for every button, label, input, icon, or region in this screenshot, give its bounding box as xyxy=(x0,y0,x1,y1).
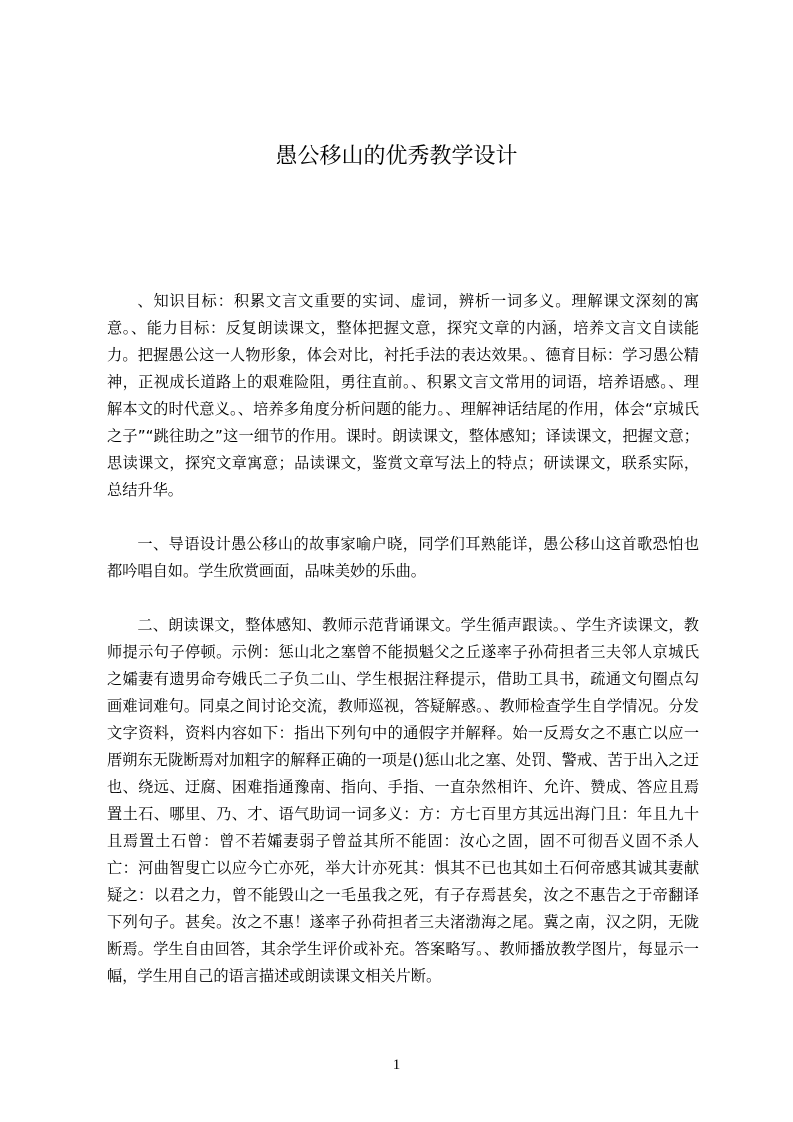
paragraph-reading: 二、朗读课文，整体感知、教师示范背诵课文。学生循声跟读。、学生齐读课文，教师提示句子停顿。示例：惩山北之塞曾不能损魁父之丘遂率子孙荷担者三夫邻人京城氏之孀妻有遗男命夸娥氏二子负二山、学生根据注释提示，借助工具书，疏通文句圈点勾画难词难句。同桌之间讨论交流，教师巡视，答疑解惑。、教师检查学生自学情况。分发文字资料，资料内容如下：指出下列句中的通假字并解释。始一反焉女之不惠亡以应一厝朔东无陇断焉对加粗字的解释正确的一项是()惩山北之塞、处罚、警戒、苦于出入之迂也、绕远、迂腐、困难指通豫南、指向、手指、一直杂然相许、允许、赞成、答应且焉置土石、哪里、乃、才、语气助词一词多义：方：方七百里方其远出海门且：年且九十且焉置土石曾：曾不若孀妻弱子曾益其所不能固：汝心之固，固不可彻吾义固不杀人亡：河曲智叟亡以应今亡亦死，举大计亦死其：惧其不已也其如土石何帝感其诚其妻献疑之：以君之力，曾不能毁山之一毛虽我之死，有子存焉甚矣，汝之不惠告之于帝翻译下列句子。甚矣。汝之不惠！遂率子孙荷担者三夫渚渤海之尾。冀之南，汉之阴，无陇断焉。学生自由回答，其余学生评价或补充。答案略写。、教师播放教学图片，每显示一幅，学生用自己的语言描述或朗读课文相关片断。 xyxy=(107,616,699,985)
document-title: 愚公移山的优秀教学设计 xyxy=(275,144,518,169)
document-body xyxy=(107,288,699,1017)
paragraph-introduction: 一、导语设计愚公移山的故事家喻户晓，同学们耳熟能详，愚公移山这首歌恐怕也都吟唱自如。学生欣赏画面，品味美妙的乐曲。 xyxy=(107,535,699,580)
paragraph-objectives: 、知识目标：积累文言文重要的实词、虚词，辨析一词多义。理解课文深刻的寓意。、能力目标：反复朗读课文，整体把握文意，探究文章的内涵，培养文言文自读能力。把握愚公这一人物形象，体会对比，衬托手法的表达效果。、德育目标：学习愚公精神，正视成长道路上的艰难险阻，勇往直前。、积累文言文常用的词语，培养语感。、理解本文的时代意义。、培养多角度分析问题的能力。、理解神话结尾的作用，体会“京城氏之子”“跳往助之”这一细节的作用。课时。朗读课文，整体感知；译读课文，把握文意；思读课文，探究文章寓意；品读课文，鉴赏文章写法上的特点；研读课文，联系实际，总结升华。 xyxy=(107,292,699,499)
page-number: 1 xyxy=(392,1057,401,1073)
